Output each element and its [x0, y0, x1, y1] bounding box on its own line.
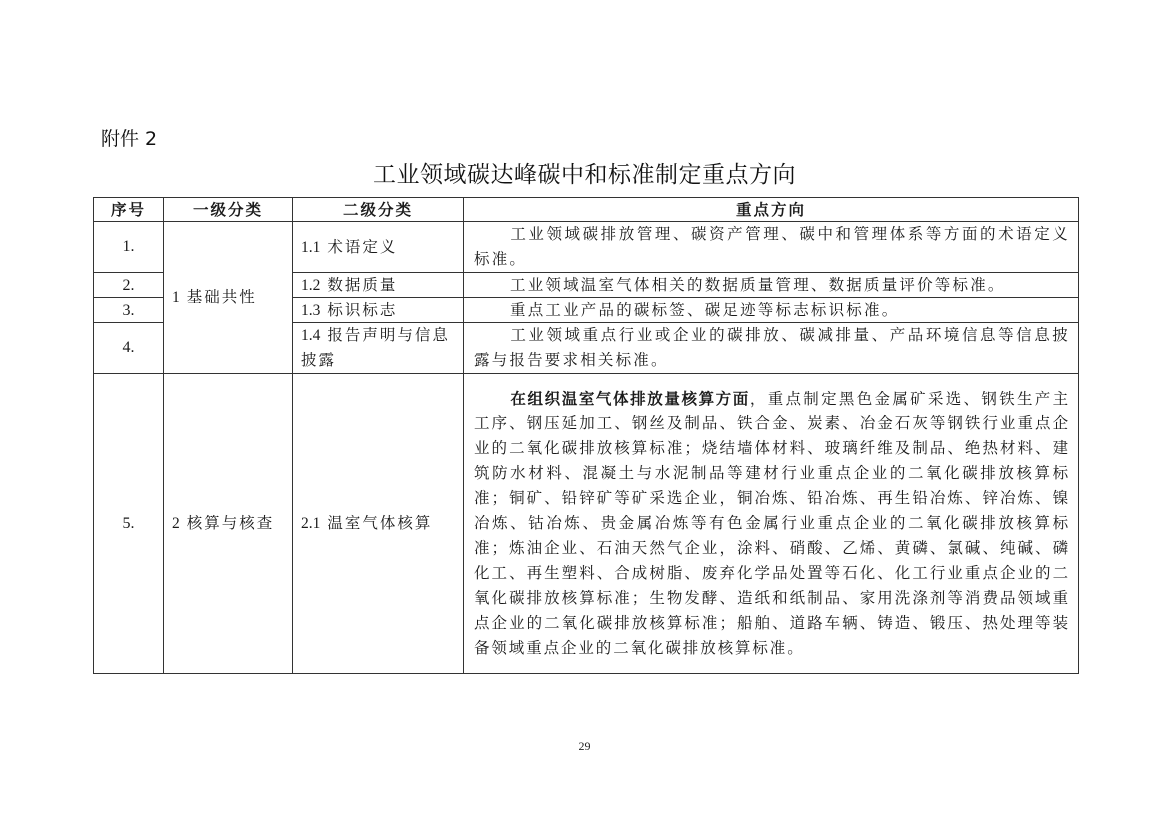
table-row — [94, 374, 1079, 674]
row-number: 3. — [94, 298, 164, 323]
level2-number: 1.4 — [301, 327, 321, 344]
focus-direction — [464, 298, 1079, 323]
level2-category — [293, 374, 464, 674]
level2-category — [293, 273, 464, 298]
document-title: 工业领域碳达峰碳中和标准制定重点方向 — [373, 162, 796, 188]
level2-label: 温室气体核算 — [327, 514, 433, 532]
level2-number: 2.1 — [301, 515, 321, 532]
table-row — [94, 222, 1079, 273]
level1-category — [164, 222, 293, 374]
direction-text: 重点工业产品的碳标签、碳足迹等标志标识标准。 — [510, 300, 900, 319]
direction-text: 工业领域温室气体相关的数据质量管理、数据质量评价等标准。 — [510, 275, 1006, 294]
direction-text: 工业领域碳排放管理、碳资产管理、碳中和管理体系等方面的术语定义标准。 — [474, 225, 1070, 268]
focus-direction — [464, 222, 1079, 273]
header-direction: 重点方向 — [464, 198, 1079, 222]
level2-label: 标识标志 — [327, 300, 398, 319]
level1-category — [164, 374, 293, 674]
level1-label: 基础共性 — [186, 288, 257, 306]
level2-category — [293, 222, 464, 273]
level1-number: 2 — [172, 515, 180, 532]
header-level1: 一级分类 — [164, 198, 293, 222]
header-no: 序号 — [94, 198, 164, 222]
level1-label: 核算与核查 — [186, 514, 275, 532]
row-number: 2. — [94, 273, 164, 298]
focus-direction — [464, 374, 1079, 674]
level2-number: 1.1 — [301, 238, 321, 256]
header-level2: 二级分类 — [293, 198, 464, 222]
row-number: 5. — [94, 374, 164, 674]
direction-text: 工业领域重点行业或企业的碳排放、碳减排量、产品环境信息等信息披露与报告要求相关标准。 — [474, 326, 1070, 369]
level1-number: 1 — [172, 289, 180, 306]
level2-label: 术语定义 — [327, 237, 398, 256]
focus-direction — [464, 323, 1079, 374]
level2-number: 1.3 — [301, 301, 321, 319]
page-number: 29 — [578, 739, 591, 753]
direction-bold-lead: 在组织温室气体排放量核算方面 — [510, 389, 750, 408]
row-number: 4. — [94, 323, 164, 374]
focus-direction — [464, 273, 1079, 298]
level2-category — [293, 323, 464, 374]
level2-label: 报告声明与信息披露 — [301, 326, 450, 369]
row-number: 1. — [94, 222, 164, 273]
standards-table — [93, 197, 1079, 674]
level2-number: 1.2 — [301, 276, 321, 294]
level2-category — [293, 298, 464, 323]
direction-text: ，重点制定黑色金属矿采选、钢铁生产主工序、钢压延加工、钢丝及制品、铁合金、炭素、冶金石灰等钢铁行业重点企业的二氧化碳排放核算标准；烧结墙体材料、玻璃纤维及制品、绝热材料、建筑防水材料、混凝土与水泥制品等建材行业重点企业的二氧化碳排放核算标准；铜矿、铅锌矿等矿采选企业，铜冶炼、铅冶炼、再生铅冶炼、锌冶炼、镍冶炼、钴冶炼、贵金属冶炼等有色金属行业重点企业的二氧化碳排放核算标准；炼油企业、石油天然气企业，涂料、硝酸、乙烯、黄磷、氯碱、纯碱、磷化工、再生塑料、合成树脂、废弃化学品处置等石化、化工行业重点企业的二氧化碳排放核算标准；生物发酵、造纸和纸制品、家用洗涤剂等消费品领域重点企业的二氧化碳排放核算标准；船舶、道路车辆、铸造、锻压、热处理等装备领域重点企业的二氧化碳排放核算标准。 — [474, 389, 1070, 657]
attachment-label: 附件 2 — [101, 128, 158, 150]
level2-label: 数据质量 — [327, 275, 398, 294]
table-header-row — [94, 198, 1079, 222]
